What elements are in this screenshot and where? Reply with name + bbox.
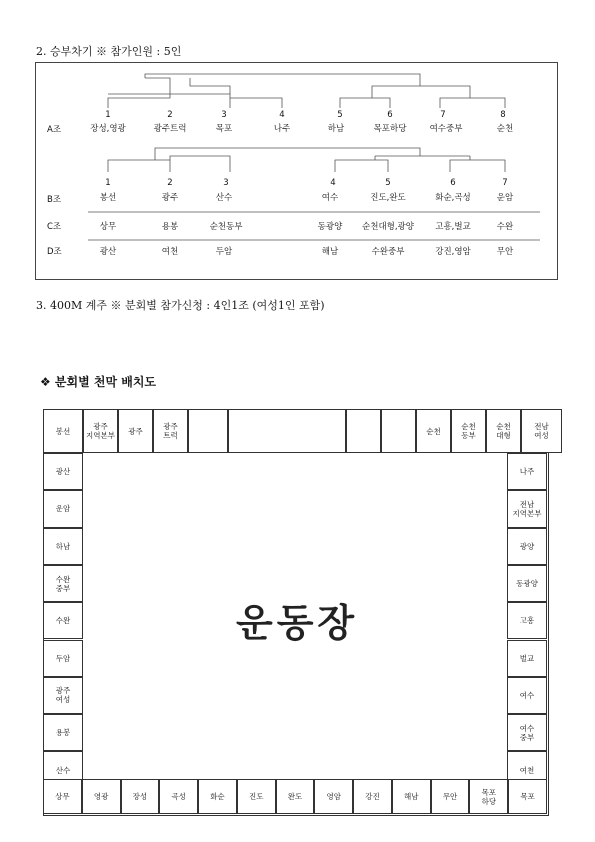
groupA-number: 6	[387, 110, 393, 120]
groupA-team: 하남	[327, 124, 345, 134]
tent-cell-right: 광양	[507, 528, 547, 565]
tent-cell-bottom: 영광	[82, 779, 121, 814]
tent-cell-top	[228, 409, 346, 453]
tent-cell-top	[188, 409, 228, 453]
tent-cell-top: 광주 트럭	[153, 409, 188, 453]
groupA-team: 여수중부	[429, 124, 463, 134]
groupB-number: 3	[223, 178, 229, 188]
tent-cell-bottom: 완도	[276, 779, 315, 814]
groupB-number: 7	[502, 178, 508, 188]
tent-cell-right: 여천	[507, 751, 547, 788]
groupA-team: 목포	[215, 124, 233, 134]
groupA-team: 장성,영광	[90, 124, 126, 134]
groupC-team: 수완	[496, 222, 514, 232]
groupA-team: 목포하당	[373, 124, 407, 134]
section3-title: 3. 400M 계주 ※ 분회별 참가신청 : 4인1조 (여성1인 포함)	[36, 299, 325, 312]
groupA-number: 8	[500, 110, 506, 120]
groupC-team: 동광양	[317, 222, 343, 232]
tent-cell-bottom: 영암	[314, 779, 353, 814]
tent-cell-bottom: 진도	[237, 779, 276, 814]
groupB-team: 진도,완도	[370, 193, 406, 203]
groupC-team: 순천대형,광양	[362, 222, 414, 232]
groupA-team: 순천	[496, 124, 514, 134]
tent-cell-right: 고흥	[507, 602, 547, 639]
tent-cell-left: 수완	[43, 602, 83, 639]
tent-cell-top: 전남 여성	[521, 409, 562, 453]
tent-cell-bottom: 장성	[121, 779, 160, 814]
groupD-team: 수완중부	[371, 247, 405, 257]
tent-cell-right: 여수	[507, 677, 547, 714]
tent-cell-left: 광주 여성	[43, 677, 83, 714]
groupB-team: 화순,곡성	[435, 193, 471, 203]
groupB-number: 6	[450, 178, 456, 188]
tent-cell-left: 광산	[43, 453, 83, 490]
tent-cell-bottom: 목포 하당	[469, 779, 508, 814]
groupA-number: 7	[440, 110, 446, 120]
groupD-team: 해남	[321, 247, 339, 257]
tent-cell-bottom: 목포	[508, 779, 547, 814]
tent-cell-left: 산수	[43, 751, 83, 788]
tent-cell-left: 수완 중부	[43, 565, 83, 602]
groupC-label: C조	[47, 222, 62, 232]
tent-cell-bottom: 무안	[431, 779, 470, 814]
groupC-team: 순천동부	[209, 222, 243, 232]
tent-cell-top: 광주 지역본부	[83, 409, 118, 453]
groupB-team: 봉선	[99, 193, 117, 203]
tent-cell-bottom: 화순	[198, 779, 237, 814]
tent-cell-top: 순천 대형	[486, 409, 521, 453]
tent-cell-bottom: 해남	[392, 779, 431, 814]
groupA-team: 광주트럭	[153, 124, 187, 134]
groupA-number: 3	[221, 110, 227, 120]
groupD-team: 광산	[99, 247, 117, 257]
tent-cell-top	[381, 409, 416, 453]
groupA-number: 1	[105, 110, 111, 120]
groupB-team: 운암	[496, 193, 514, 203]
tent-cell-right: 전남 지역본부	[507, 490, 547, 527]
groupB-label: B조	[47, 195, 62, 205]
tent-cell-left: 두암	[43, 640, 83, 677]
tent-cell-right: 동광양	[507, 565, 547, 602]
groupD-label: D조	[47, 247, 62, 257]
tent-cell-left: 하남	[43, 528, 83, 565]
groupB-team: 광주	[161, 193, 179, 203]
groupA-number: 2	[167, 110, 173, 120]
tent-cell-right: 나주	[507, 453, 547, 490]
groupA-team: 나주	[273, 124, 291, 134]
tent-cell-top: 광주	[118, 409, 153, 453]
groupD-team: 여천	[161, 247, 179, 257]
groupC-team: 상무	[99, 222, 117, 232]
stadium-label: 운동장	[236, 601, 359, 645]
tent-cell-top	[346, 409, 381, 453]
groupB-number: 5	[385, 178, 391, 188]
tent-cell-right: 여수 중부	[507, 714, 547, 751]
groupB-number: 2	[167, 178, 173, 188]
groupA-number: 4	[279, 110, 285, 120]
tent-cell-right: 벌교	[507, 640, 547, 677]
groupD-team: 두암	[215, 247, 233, 257]
groupC-team: 용봉	[161, 222, 179, 232]
tent-cell-left: 용봉	[43, 714, 83, 751]
groupB-team: 여수	[321, 193, 339, 203]
tent-cell-top: 봉선	[43, 409, 83, 453]
groupA-label: A조	[47, 125, 62, 135]
tent-cell-top: 순천	[416, 409, 451, 453]
tent-cell-top: 순천 동부	[451, 409, 486, 453]
groupC-team: 고흥,벌교	[435, 222, 471, 232]
groupD-team: 무안	[496, 247, 514, 257]
layout-title: ❖ 분회별 천막 배치도	[40, 375, 157, 389]
section2-title: 2. 승부차기 ※ 참가인원 : 5인	[36, 45, 182, 58]
tent-cell-bottom: 상무	[43, 779, 82, 814]
groupA-number: 5	[337, 110, 343, 120]
groupB-number: 4	[330, 178, 336, 188]
tent-cell-bottom: 곡성	[159, 779, 198, 814]
groupB-number: 1	[105, 178, 111, 188]
groupB-team: 산수	[215, 193, 233, 203]
tent-cell-bottom: 강진	[353, 779, 392, 814]
groupD-team: 강진,영암	[435, 247, 471, 257]
tent-cell-left: 운암	[43, 490, 83, 527]
